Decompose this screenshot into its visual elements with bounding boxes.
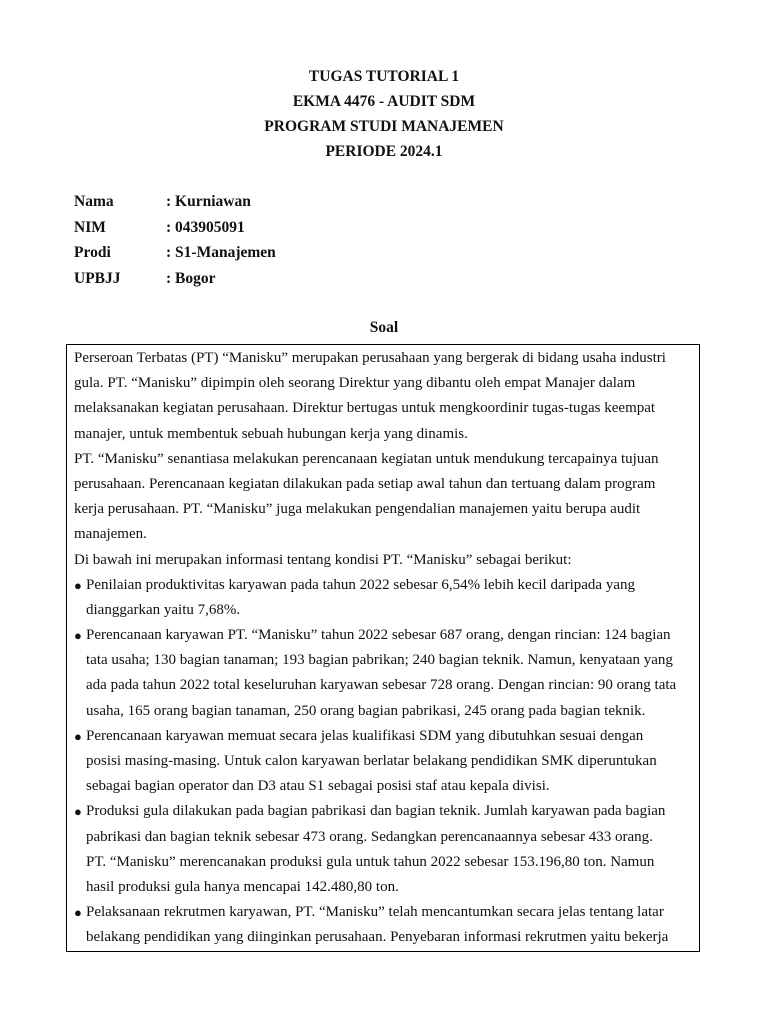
bullet-line: Produksi gula dilakukan pada bagian pabrikasi dan bagian teknik. Jumlah karyawan pada bagian [86,803,666,820]
study-program: PROGRAM STUDI MANAJEMEN [264,118,504,135]
bullet-item [74,900,693,950]
info-row-upbjj [74,269,276,295]
paragraph-line: PT. “Manisku” senantiasa melakukan perencanaan kegiatan untuk mendukung tercapainya tujuan [74,450,659,467]
paragraph-line: melaksanakan kegiatan perusahaan. Direktur bertugas untuk mengkoordinir tugas-tugas keempat [74,400,656,417]
bullet-icon: ● [74,728,82,744]
paragraph-line: Perseroan Terbatas (PT) “Manisku” merupakan perusahaan yang bergerak di bidang usaha industri [74,350,666,366]
paragraph-line: gula. PT. “Manisku” dipimpin oleh seorang Direktur yang dibantu oleh empat Manajer dalam [74,375,636,392]
paragraph-line: manajemen. [74,526,147,543]
document-title: TUGAS TUTORIAL 1 [308,68,460,85]
period: PERIODE 2024.1 [325,143,443,160]
bullet-line: posisi masing-masing. Untuk calon karyawan berlatar belakang pendidikan SMK diperuntukan [86,753,657,769]
bullet-line: Penilaian produktivitas karyawan pada tahun 2022 sebesar 6,54% lebih kecil daripada yang [86,576,635,593]
bullet-icon: ● [74,804,82,820]
paragraph-line: manajer, untuk membentuk sebuah hubungan kerja yang dinamis. [74,425,468,442]
bullet-line: hasil produksi gula hanya mencapai 142.480,80 ton. [86,878,399,895]
bullet-line: dianggarkan yaitu 7,68%. [86,601,241,618]
bullet-line: ada pada tahun 2022 total keseluruhan karyawan sebesar 728 orang. Dengan rincian: 90 orang tata [86,677,677,694]
question-box [66,344,700,952]
bullet-item [74,724,693,800]
info-label: Nama [74,193,114,210]
bullet-line: tata usaha; 130 bagian tanaman; 193 bagian pabrikan; 240 bagian teknik. Namun, kenyataan yang [86,652,673,669]
info-value: : Kurniawan [166,193,251,210]
paragraph-line: Di bawah ini merupakan informasi tentang kondisi PT. “Manisku” sebagai berikut: [74,551,572,568]
info-value: : Bogor [166,269,216,287]
bullet-line: Perencanaan karyawan memuat secara jelas kualifikasi SDM yang dibutuhkan sesuai dengan [86,727,644,744]
info-row-nama [74,192,276,218]
bullet-icon: ● [74,905,82,921]
student-info [74,192,276,294]
info-row-prodi [74,243,276,269]
bullet-line: sebagai bagian operator dan D3 atau S1 sebagai posisi staf atau kepala divisi. [86,778,550,795]
bullet-item [74,573,693,623]
info-label: NIM [74,218,106,236]
document-header [0,64,768,164]
info-label: Prodi [74,244,111,261]
bullet-item [74,799,693,900]
bullet-icon: ● [74,577,82,593]
info-row-nim [74,218,276,244]
course-name: EKMA 4476 - AUDIT SDM [292,93,476,110]
paragraph-line: kerja perusahaan. PT. “Manisku” juga melakukan pengendalian manajemen yaitu berupa audit [74,501,641,518]
bullet-line: Pelaksanaan rekrutmen karyawan, PT. “Manisku” telah mencantumkan secara jelas tentang latar [86,904,664,921]
bullet-line: belakang pendidikan yang diinginkan perusahaan. Penyebaran informasi rekrutmen yaitu bekerja [86,929,669,946]
info-label: UPBJJ [74,269,121,287]
bullet-line: pabrikasi dan bagian teknik sebesar 473 orang. Sedangkan perencanaannya sebesar 433 orang. [86,828,653,845]
bullet-line: Perencanaan karyawan PT. “Manisku” tahun 2022 sebesar 687 orang, dengan rincian: 124 bagian [86,627,671,644]
bullet-line: PT. “Manisku” merencanakan produksi gula untuk tahun 2022 sebesar 153.196,80 ton. Namun [86,853,655,870]
bullet-line: usaha, 165 orang bagian tanaman, 250 orang bagian pabrikasi, 245 orang pada bagian teknik. [86,702,646,719]
info-value: : S1-Manajemen [166,244,276,261]
paragraph-line: perusahaan. Perencanaan kegiatan dilakukan pada setiap awal tahun dan tertuang dalam program [74,475,656,492]
info-value: : 043905091 [166,218,245,236]
soal-heading: Soal [369,319,399,336]
bullet-icon: ● [74,628,82,644]
bullet-item [74,623,693,724]
